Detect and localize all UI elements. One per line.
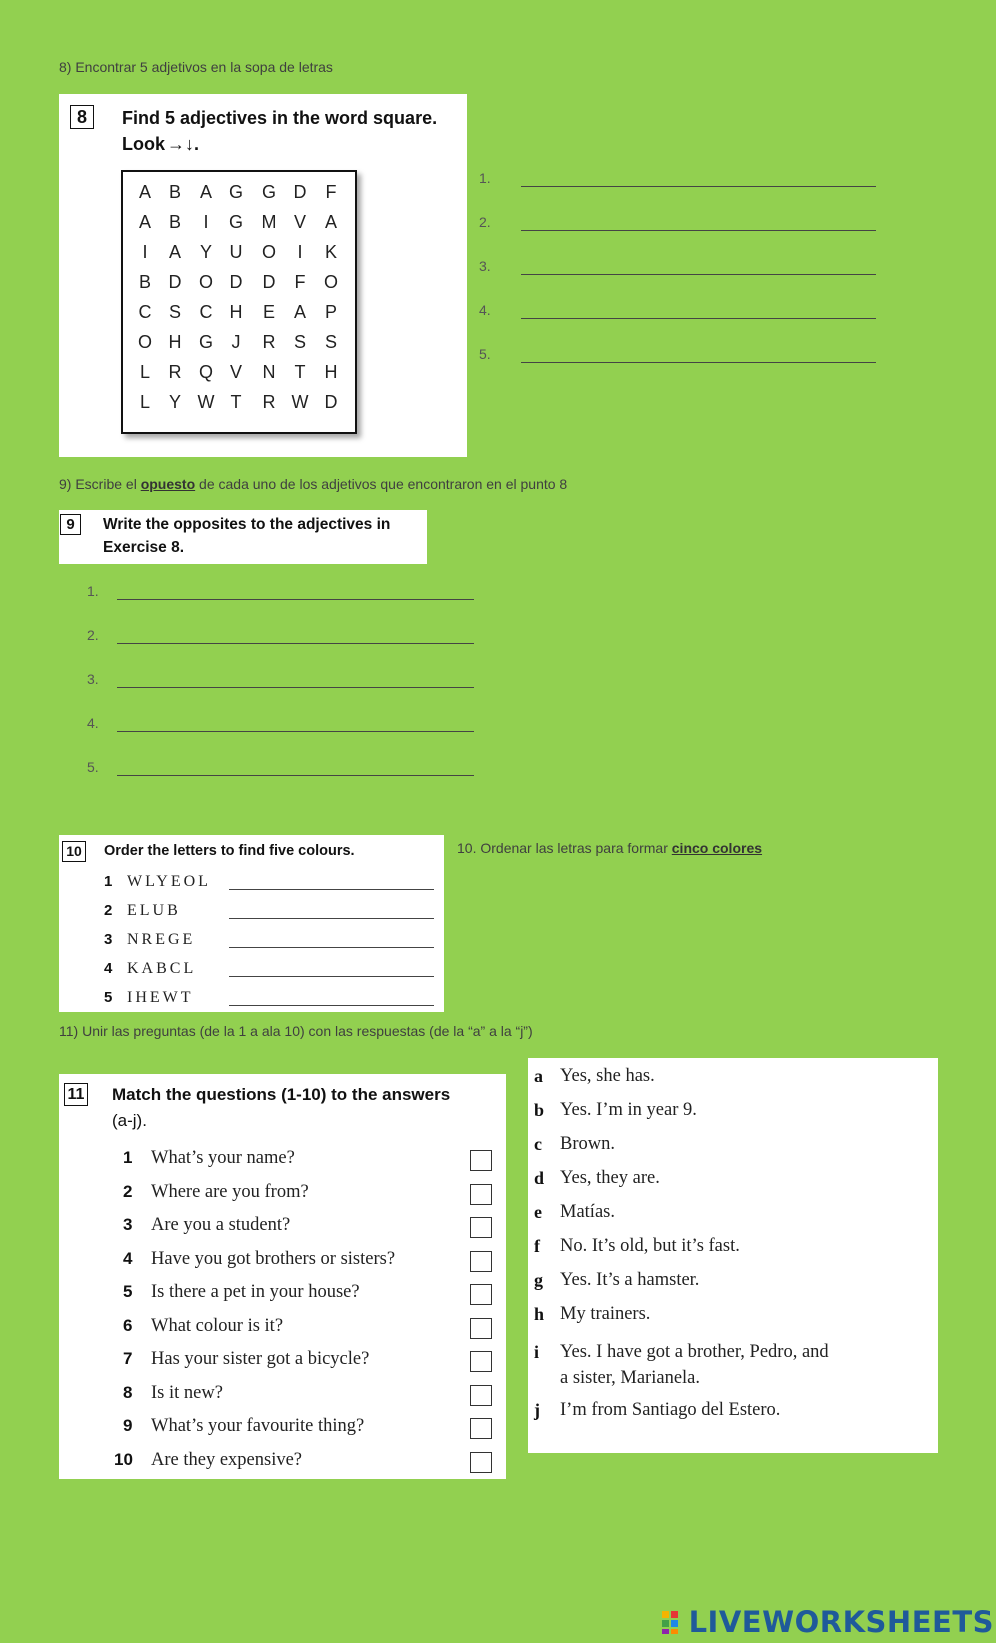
answer-letter: e <box>534 1202 542 1222</box>
answer-number: 2. <box>87 627 99 643</box>
grid-cell: H <box>229 302 243 322</box>
question-text: What’s your name? <box>151 1148 295 1168</box>
grid-cell: O <box>198 272 213 292</box>
arrows-icon: →↓. <box>167 134 200 154</box>
ex9-card <box>59 510 427 564</box>
grid-cell: S <box>168 302 181 322</box>
grid-row <box>123 392 359 422</box>
grid-cell: N <box>262 362 276 382</box>
answer-number: 4. <box>87 715 99 731</box>
answer-text: My trainers. <box>560 1304 651 1324</box>
question-number: 5 <box>123 1282 133 1301</box>
answer-number: 5. <box>479 346 491 362</box>
grid-cell: P <box>324 302 337 322</box>
answer-letter: b <box>534 1100 545 1120</box>
answer-letter: f <box>534 1236 540 1256</box>
question-number: 7 <box>123 1349 133 1368</box>
grid-cell: G <box>228 182 243 202</box>
answer-checkbox[interactable] <box>470 1150 492 1171</box>
grid-cell: Y <box>199 242 212 262</box>
right-edge <box>996 0 1000 1643</box>
grid-row <box>123 332 359 362</box>
ex9-instruction-pre: 9) Escribe el <box>59 476 141 492</box>
ex9-instruction <box>59 476 567 492</box>
question-text: Is it new? <box>151 1382 223 1403</box>
ex10-card <box>59 835 444 1012</box>
answer-checkbox[interactable] <box>470 1251 492 1272</box>
ex10-number: 10 <box>62 841 86 862</box>
question-text: Where are you from? <box>151 1181 309 1202</box>
answer-text: No. It’s old, but it’s fast. <box>560 1236 740 1256</box>
ex11-number: 11 <box>64 1083 88 1106</box>
grid-cell: O <box>261 242 276 262</box>
answer-checkbox[interactable] <box>470 1284 492 1305</box>
grid-cell: A <box>293 302 306 322</box>
question-text: What’s your favourite thing? <box>151 1416 365 1436</box>
grid-cell: O <box>137 332 152 352</box>
scrambled-letters: KABCL <box>127 960 197 977</box>
item-number: 3 <box>104 931 113 948</box>
ex8-look-word: Look <box>122 134 165 154</box>
answer-line[interactable] <box>521 318 876 319</box>
item-number: 4 <box>104 960 113 977</box>
grid-cell: C <box>138 302 152 322</box>
grid-cell: F <box>294 272 306 292</box>
grid-cell: D <box>168 272 182 292</box>
answer-letter: i <box>534 1342 540 1362</box>
ex10-title: Order the letters to find five colours. <box>104 843 355 859</box>
item-number: 2 <box>104 902 113 919</box>
answer-text: Yes, she has. <box>560 1066 655 1086</box>
answer-line[interactable] <box>521 186 876 187</box>
ex9-number: 9 <box>60 514 81 535</box>
answer-line[interactable] <box>521 274 876 275</box>
ex9-title-line2: Exercise 8. <box>103 539 185 556</box>
grid-cell: A <box>138 182 151 202</box>
ex10-instruction-pre: 10. Ordenar las letras para formar <box>457 840 672 856</box>
question-text: Are you a student? <box>151 1215 291 1235</box>
answer-text: Brown. <box>560 1134 615 1154</box>
answer-line[interactable] <box>229 976 434 977</box>
answer-text: Yes. It’s a hamster. <box>560 1270 700 1290</box>
question-text: Is there a pet in your house? <box>151 1282 360 1302</box>
answer-line[interactable] <box>117 775 474 776</box>
answer-number: 5. <box>87 759 99 775</box>
answer-checkbox[interactable] <box>470 1385 492 1406</box>
grid-cell: W <box>197 392 215 412</box>
answer-checkbox[interactable] <box>470 1418 492 1439</box>
ex8-title-look <box>122 134 199 155</box>
grid-cell: V <box>229 362 242 382</box>
scrambled-letters: NREGE <box>127 931 196 948</box>
answer-text: Yes. I’m in year 9. <box>560 1100 697 1120</box>
answer-checkbox[interactable] <box>470 1318 492 1339</box>
answer-letter: a <box>534 1066 543 1086</box>
grid-cell: K <box>324 242 337 262</box>
answer-line[interactable] <box>117 687 474 688</box>
ex11-answers-card <box>528 1058 938 1453</box>
ex11-title: Match the questions (1-10) to the answers <box>112 1085 451 1104</box>
question-number: 6 <box>123 1315 133 1335</box>
answer-letter: d <box>534 1168 545 1188</box>
ex8-title: Find 5 adjectives in the word square. <box>122 108 438 128</box>
grid-cell: V <box>293 212 306 232</box>
ex9-instruction-link: opuesto <box>140 476 196 492</box>
logo-text: LIVEWORKSHEETS <box>688 1605 994 1639</box>
question-text: Are they expensive? <box>151 1449 303 1470</box>
grid-cell: A <box>199 182 212 202</box>
grid-cell: G <box>261 182 276 202</box>
question-number: 3 <box>123 1215 133 1234</box>
answer-line[interactable] <box>117 643 474 644</box>
logo-mark-icon <box>661 1609 687 1635</box>
grid-cell: I <box>142 242 148 262</box>
grid-cell: U <box>229 242 243 262</box>
answer-line[interactable] <box>521 230 876 231</box>
word-square <box>121 170 357 434</box>
grid-cell: S <box>293 332 306 352</box>
answer-text: I’m from Santiago del Estero. <box>560 1400 781 1420</box>
question-text: What colour is it? <box>151 1315 284 1336</box>
grid-cell: B <box>138 272 151 292</box>
question-text: Have you got brothers or sisters? <box>151 1248 396 1269</box>
answer-letter: j <box>534 1400 540 1420</box>
answer-line[interactable] <box>229 1005 434 1006</box>
grid-cell: A <box>138 212 151 232</box>
item-number: 1 <box>104 873 113 890</box>
answer-line[interactable] <box>117 599 474 600</box>
ex10-instruction-link: cinco colores <box>671 840 763 856</box>
grid-row <box>123 362 359 392</box>
grid-cell: W <box>291 392 309 412</box>
grid-row <box>123 272 359 302</box>
ex11-instruction: 11) Unir las preguntas (de la 1 a ala 10) con las respuestas (de la “a” a la “j”) <box>59 1023 533 1039</box>
grid-cell: R <box>168 362 182 382</box>
grid-cell: R <box>262 332 276 352</box>
grid-cell: A <box>168 242 181 262</box>
answer-checkbox[interactable] <box>470 1351 492 1372</box>
answer-text: Matías. <box>560 1202 615 1222</box>
scrambled-letters: ELUB <box>127 902 181 919</box>
ex9-title: Write the opposites to the adjectives in <box>103 516 391 533</box>
ex11-title-line2: (a-j). <box>112 1111 147 1130</box>
answer-letter: c <box>534 1134 542 1154</box>
answer-checkbox[interactable] <box>470 1452 492 1473</box>
answer-checkbox[interactable] <box>470 1184 492 1205</box>
grid-cell: C <box>199 302 213 322</box>
grid-cell: J <box>231 332 241 352</box>
grid-cell: D <box>293 182 307 202</box>
grid-cell: A <box>324 212 337 232</box>
grid-cell: I <box>297 242 303 262</box>
answer-number: 2. <box>479 214 491 230</box>
answer-number: 1. <box>87 583 99 599</box>
grid-cell: E <box>262 302 275 322</box>
item-number: 5 <box>104 989 113 1006</box>
answer-line[interactable] <box>117 731 474 732</box>
grid-cell: M <box>261 212 277 232</box>
grid-row <box>123 302 359 332</box>
grid-cell: O <box>323 272 338 292</box>
question-number: 9 <box>123 1416 133 1435</box>
ex11-questions-card <box>59 1074 506 1479</box>
grid-row <box>123 212 359 242</box>
grid-cell: G <box>228 212 243 232</box>
grid-cell: F <box>325 182 337 202</box>
answer-checkbox[interactable] <box>470 1217 492 1238</box>
grid-cell: B <box>168 212 181 232</box>
question-number: 10 <box>114 1449 133 1469</box>
liveworksheets-logo <box>661 1605 994 1639</box>
grid-cell: Y <box>168 392 181 412</box>
grid-cell: S <box>324 332 337 352</box>
grid-cell: H <box>324 362 338 382</box>
grid-cell: D <box>229 272 243 292</box>
grid-cell: G <box>198 332 213 352</box>
question-number: 1 <box>123 1148 133 1167</box>
grid-cell: D <box>262 272 276 292</box>
ex9-instruction-post: de cada uno de los adjetivos que encontraron en el punto 8 <box>195 476 568 492</box>
ex8-card <box>59 94 467 457</box>
answer-number: 3. <box>479 258 491 274</box>
answer-number: 1. <box>479 170 491 186</box>
answer-line[interactable] <box>229 889 434 890</box>
question-text: Has your sister got a bicycle? <box>151 1349 370 1369</box>
grid-cell: L <box>139 362 150 382</box>
grid-cell: L <box>139 392 150 412</box>
answer-number: 4. <box>479 302 491 318</box>
answer-text: Yes, they are. <box>560 1168 660 1188</box>
ex10-instruction <box>457 840 762 856</box>
grid-cell: B <box>168 182 181 202</box>
scrambled-letters: IHEWT <box>127 989 194 1006</box>
question-number: 4 <box>123 1248 133 1268</box>
answer-line[interactable] <box>521 362 876 363</box>
answer-text-line2: a sister, Marianela. <box>560 1368 701 1388</box>
answer-text: Yes. I have got a brother, Pedro, and <box>560 1342 829 1362</box>
question-number: 8 <box>123 1382 133 1402</box>
grid-cell: T <box>230 392 242 412</box>
grid-row <box>123 182 359 212</box>
question-number: 2 <box>123 1181 133 1201</box>
answer-line[interactable] <box>229 947 434 948</box>
grid-cell: H <box>168 332 182 352</box>
answer-number: 3. <box>87 671 99 687</box>
answer-line[interactable] <box>229 918 434 919</box>
answer-letter: h <box>534 1304 545 1324</box>
grid-row <box>123 242 359 272</box>
grid-cell: D <box>324 392 338 412</box>
grid-cell: Q <box>198 362 213 382</box>
answer-letter: g <box>534 1270 543 1290</box>
grid-cell: R <box>262 392 276 412</box>
grid-cell: T <box>294 362 306 382</box>
scrambled-letters: WLYEOL <box>127 873 211 890</box>
ex8-instruction: 8) Encontrar 5 adjetivos en la sopa de letras <box>59 59 333 75</box>
ex8-number: 8 <box>70 105 94 129</box>
grid-cell: I <box>203 212 209 232</box>
